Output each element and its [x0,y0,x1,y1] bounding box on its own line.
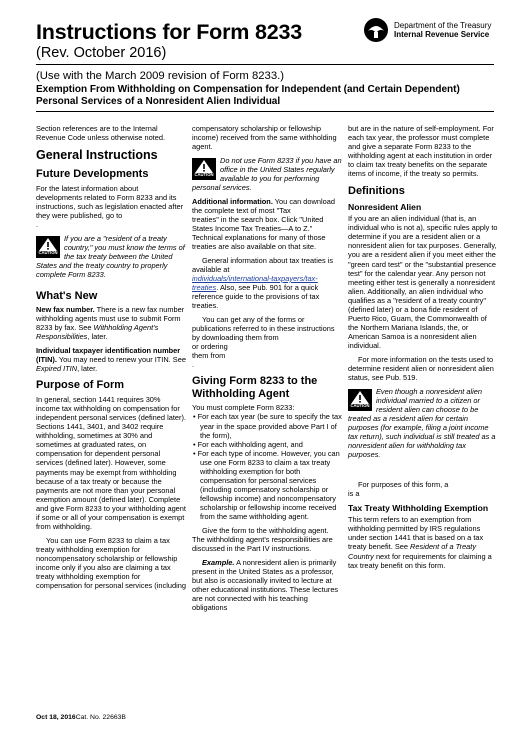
column-1 [36,124,186,595]
column-3-continuation: but are in the nature of self-employment. For each tax year, the professor must complete and give a separate Form 8233 to the withholding agent at each institution in order to claim tax treaty benefits on the separate items of income, if the treaty so permits. [348,124,494,179]
for-purposes-paragraph: For purposes of this form, a is a [348,480,449,499]
footer [36,714,126,721]
caution-icon: CAUTION [348,389,372,411]
itin-paragraph: Individual taxpayer identification number (ITIN). You may need to renew your ITIN. See Expired ITIN, later. [36,346,186,374]
form-full-title: Exemption From Withholding on Compensation for Independent (and Certain Dependent) Personal Services of a Nonresident Alien Individual [36,84,460,107]
caution-note-married [348,387,498,460]
nonresident-alien-heading: Nonresident Alien [348,202,422,213]
column-2 [192,124,342,617]
tax-treaty-exemption-paragraph: This term refers to an exemption from withholding permitted by IRS regulations under section 1441 that is based on a tax treaty benefit. See Resident of a Treaty Country next for requirements for claiming a tax treaty benefit on this form. [348,515,492,570]
caution-note-office [192,156,342,192]
revision-date: (Rev. October 2016) [36,45,167,61]
caution-icon: CAUTION [36,236,60,258]
bullet-type-of-income: • For each type of income. However, you can use one Form 8233 to claim a tax treaty withholding exemption for both compensation for personal services (including compensatory scholarship or fellowship income) and noncompensatory scholarship or fellowship income received from the same withholding agent. [193,448,340,522]
caution-note-treaty [36,234,186,279]
get-forms-paragraph: You can get any of the forms or publications referred to in these instructions by downloading them from or ordering them from . [192,314,335,370]
header-divider [36,64,494,65]
tax-treaty-exemption-heading: Tax Treaty Withholding Exemption [348,503,489,514]
purpose-heading: Purpose of Form [36,379,125,392]
nonresident-alien-paragraph: If you are an alien individual (that is, an individual who is not a), specific rules apply to determine if you are a resident alien or a nonresident alien for tax purposes. Generally, you are a resident alien if you meet either the "green card test" or the "substantial presence test" for the calendar year. Any person not meeting either test is generally a nonresident alien. Additionally, an alien individual who qualifies as a "resident of a treaty country" (defined later) or a bona fide resident of Puerto Rico, Guam, the Commonwealth of the Northern Mariana Islands, the, or American Samoa is a nonresident alien individual. [348,214,498,351]
future-developments-heading: Future Developments [36,168,149,181]
give-form-paragraph: Give the form to the withholding agent. The withholding agent's responsibilities are discussed in the Part IV instructions. [192,526,333,554]
column-2-continuation: compensatory scholarship or fellowship income) received from the same withholding agent. [192,124,337,152]
intro-text: Section references are to the Internal Revenue Code unless otherwise noted. [36,124,166,143]
giving-form-heading: Giving Form 8233 to the Withholding Agent [192,375,318,400]
definitions-heading: Definitions [348,184,405,197]
bullet-tax-year: • For each tax year (be sure to specify the tax year in the space provided above Part I of the form), [193,412,342,440]
bullet-withholding-agent: • For each withholding agent, and [193,439,303,449]
caution-icon: CAUTION [192,158,216,180]
treaty-info-paragraph: General information about tax treaties is available at individuals/international-taxpayers/tax-treaties. Also, see Pub. 901 for a quick reference guide to the provisions of tax treaties. [192,255,334,311]
must-complete-text: You must complete Form 8233: [192,403,295,413]
tax-treaties-link[interactable]: individuals/international-taxpayers/tax-treaties [192,273,318,292]
purpose-paragraph-2: You can use Form 8233 to claim a tax treaty withholding exemption for noncompensatory scholarship or fellowship income only if you also are claiming a tax treaty withholding exemption for compensation for personal services (including [36,535,186,591]
department-name: Department of the Treasury [394,21,492,30]
future-developments-text: For the latest information about developments related to Form 8233 and its instructions, such as legislation enacted after they were published, go to . [36,183,184,230]
purpose-paragraph-1: In general, section 1441 requires 30% income tax withholding on compensation for independent personal services (defined later). Sections 1441, 3401, and 3402 require withholding, sometimes at 30% and sometimes at graduated rates, on compensation for dependent personal services (defined later). However, some payments may be exempt from withholding because of a tax treaty or because the payments are not more than your personal exemption amount (defined later). Complete and give Form 8233 to your withholding agent if some or all of your compensation is exempt from withholding. [36,394,186,532]
footer-date: Oct 18, 2016 [36,714,76,721]
document-title: Instructions for Form 8233 [36,20,302,44]
whats-new-heading: What's New [36,289,98,302]
general-instructions-heading: General Instructions [36,148,158,163]
irs-eagle-logo-icon [363,17,389,43]
agency-name: Internal Revenue Service [394,30,490,39]
caution-treaty-text: If you are a "resident of a treaty country," you must know the terms of the tax treaty between the United States and the treaty country to properly complete Form 8233. [36,233,185,280]
title-divider [36,111,494,112]
caution-office-text: Do not use Form 8233 if you have an office in the United States regularly available to you for performing personal services. [192,155,342,193]
caution-married-text: Even though a nonresident alien individual married to a citizen or resident alien can choose to be treated as a resident alien for certain purposes (for example, filing a joint income tax return), such individual is still treated as a nonresident alien for withholding tax purposes. [348,386,496,460]
more-info-paragraph: For more information on the tests used to determine resident alien or nonresident alien status, see Pub. 519. [348,354,494,383]
additional-info-paragraph: Additional information. You can download the complete text of most "Tax treaties" in the search box. Click "United States Income Tax Treaties—A to Z." Technical explanations for many of those treaties are also available on that site. [192,196,335,252]
column-3 [348,124,498,574]
use-with-note: (Use with the March 2009 revision of Form 8233.) [36,70,285,82]
example-paragraph: Example. A nonresident alien is primarily present in the United States as a professor, but also is occasionally invited to lecture at other educational institutions. These lectures are not connected with his teaching obligations [192,557,339,613]
new-fax-paragraph: New fax number. There is a new fax number withholding agents must use to submit Form 8233 by fax. See Withholding Agent's Responsibilities, later. [36,305,185,342]
catalog-number: Cat. No. 22663B [75,714,126,721]
